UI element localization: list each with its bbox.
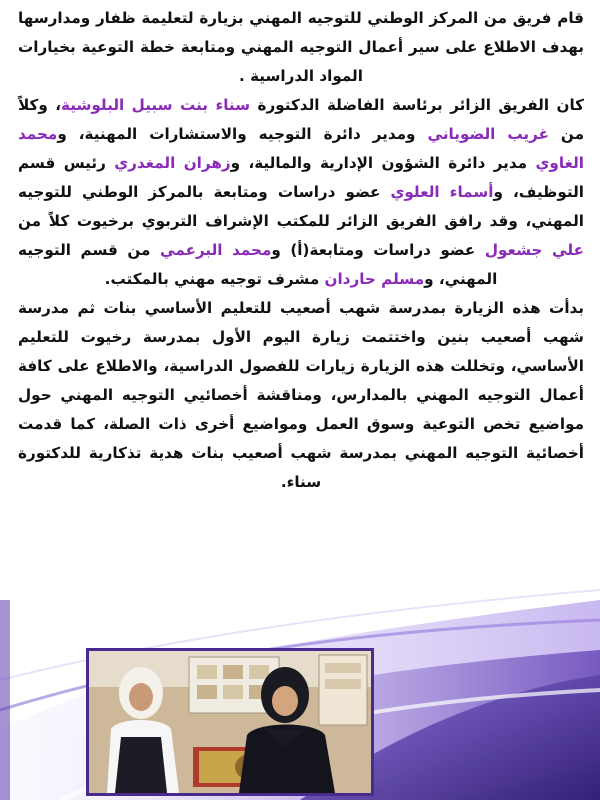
event-photo xyxy=(86,648,374,796)
team-text-1: كان الفريق الزائر برئاسة الفاضلة الدكتورة xyxy=(250,96,584,114)
paragraph-visit: بدأت هذه الزيارة بمدرسة شهب أصعيب للتعليم الأساسي بنات ثم مدرسة شهب أصعيب بنين واختتمت زيارة اليوم الأول بمدرسة رخيوت للتعليم الأساسي، وتخللت هذه الزيارة زيارات للفصول الدراسية، والاطلاع على كافة أعمال التوجيه المهني بالمدارس، ومناقشة أخصائيي التوجيه المهني حول مواضيع تخص التوعية وسوق العمل ومواضيع أخرى ذات الصلة، كما قدمت أخصائية التوجيه المهني بمدرسة شهب أصعيب بنات هدية تذكارية للدكتورة سناء. xyxy=(18,299,584,491)
name-mohammed-albarami: محمد البرعمي xyxy=(160,241,272,259)
team-text-5: رئيس قسم التوظيف، و xyxy=(18,154,584,201)
article xyxy=(18,4,584,497)
team-text-4: مدير دائرة الشؤون الإدارية والمالية، و xyxy=(230,154,536,172)
left-bar xyxy=(0,600,10,800)
paragraph-team xyxy=(18,91,584,294)
paragraph-intro: قام فريق من المركز الوطني للتوجيه المهني بزيارة لتعليمة ظفار ومدارسها بهدف الاطلاع على سير أعمال التوجيه المهني ومتابعة خطة التوعية بخيارات المواد الدراسية . xyxy=(18,9,584,85)
photo-icon xyxy=(89,651,371,793)
team-text-8: من قسم التوجيه المهني، و xyxy=(18,241,498,288)
name-ali: علي جشعول xyxy=(484,241,584,259)
team-text-3: ومدير دائرة التوجيه والاستشارات المهنية، و xyxy=(57,125,428,143)
name-muslim: مسلم حاردان xyxy=(324,270,425,288)
name-asma: أسماء العلوي xyxy=(390,183,494,201)
name-sanaa: سناء بنت سبيل البلوشية xyxy=(61,96,251,114)
team-text-2: ، وكلاً من xyxy=(18,96,585,143)
name-ghareeb: غريب الضوياني xyxy=(427,125,549,143)
name-mohammed-alghawi: محمد الغاوي xyxy=(18,125,584,172)
name-zahran: زهران المغدري xyxy=(114,154,231,172)
team-text-7: عضو دراسات ومتابعة(أ) و xyxy=(271,241,485,259)
team-text-9: مشرف توجيه مهني بالمكتب. xyxy=(104,270,325,288)
team-text-6: عضو دراسات ومتابعة بالمركز الوطني للتوجيه المهني، وقد رافق الفريق الزائر للمكتب الإشراف التربوي برخيوت كلاً من xyxy=(18,183,584,230)
